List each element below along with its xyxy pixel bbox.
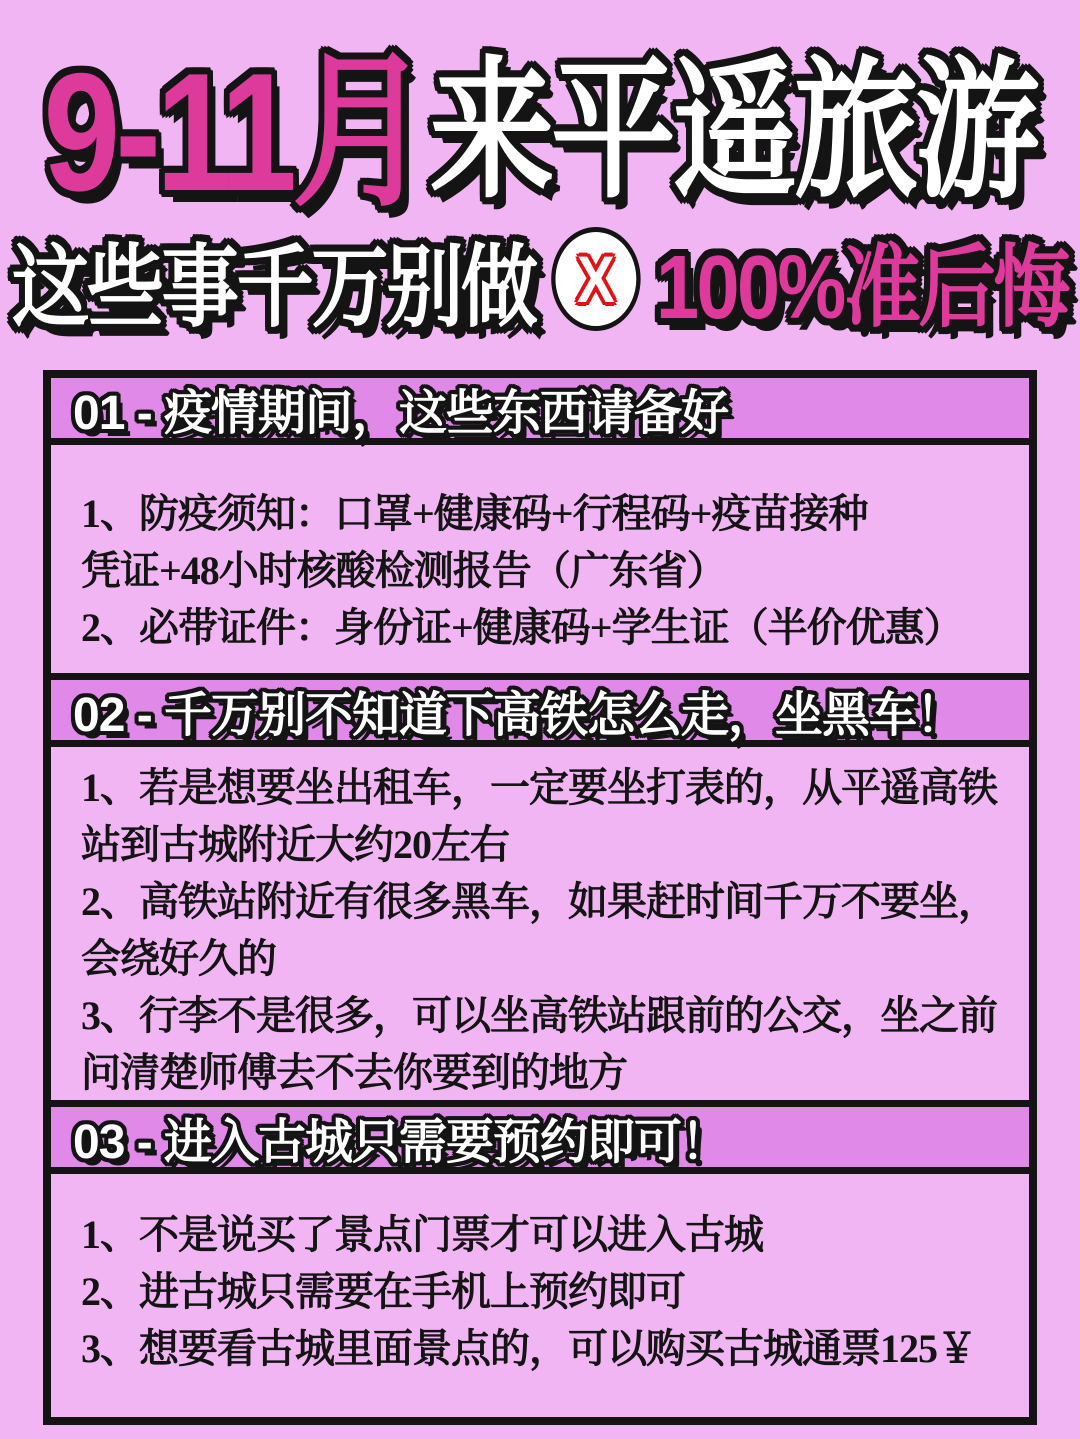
tip-line: 3、行李不是很多，可以坐高铁站跟前的公交，坐之前 bbox=[81, 993, 997, 1038]
tip-line: 1、不是说买了景点门票才可以进入古城 bbox=[81, 1212, 763, 1257]
section-02-body bbox=[51, 747, 1029, 1100]
section-01-body bbox=[51, 445, 1029, 673]
hero-header bbox=[0, 0, 1080, 338]
section-03-header bbox=[51, 1100, 1029, 1174]
hero-subtitle-right: 100%准后悔 bbox=[656, 238, 1069, 338]
tip-line: 问清楚师傅去不去你要到的地方 bbox=[81, 1050, 627, 1095]
hero-title-text: 来平遥旅游 bbox=[429, 46, 1037, 216]
section-01-title: 01 - 疫情期间，这些东西请备好 bbox=[73, 386, 729, 440]
section-03-body bbox=[51, 1174, 1029, 1410]
prohibited-x-icon bbox=[551, 227, 640, 331]
tip-line: 1、防疫须知：口罩+健康码+行程码+疫苗接种 bbox=[81, 491, 868, 536]
tip-line: 凭证+48小时核酸检测报告（广东省） bbox=[81, 548, 726, 593]
section-01-header bbox=[51, 378, 1029, 445]
tip-line: 1、若是想要坐出租车，一定要坐打表的，从平遥高铁 bbox=[81, 765, 997, 810]
section-02-title: 02 - 千万别不知道下高铁怎么走，坐黑车！ bbox=[73, 688, 964, 742]
hero-subtitle-left: 这些事千万别做 bbox=[11, 238, 536, 338]
hero-title-months: 9-11月 bbox=[43, 37, 425, 226]
tip-line: 会绕好久的 bbox=[81, 936, 276, 981]
tip-line: 站到古城附近大约20左右 bbox=[81, 822, 509, 867]
x-glyph: X bbox=[576, 242, 615, 316]
tip-line: 3、想要看古城里面景点的，可以购买古城通票125￥ bbox=[81, 1326, 976, 1371]
content-box bbox=[43, 370, 1037, 1425]
section-02-header bbox=[51, 673, 1029, 747]
hero-subtitle bbox=[11, 224, 1069, 338]
tip-line: 2、必带证件：身份证+健康码+学生证（半价优惠） bbox=[81, 605, 963, 650]
tip-line: 2、高铁站附近有很多黑车，如果赶时间千万不要坐， bbox=[81, 879, 997, 924]
tip-line: 2、进古城只需要在手机上预约即可 bbox=[81, 1269, 685, 1314]
section-03-title: 03 - 进入古城只需要预约即可！ bbox=[73, 1115, 729, 1169]
hero-title bbox=[43, 28, 1037, 226]
